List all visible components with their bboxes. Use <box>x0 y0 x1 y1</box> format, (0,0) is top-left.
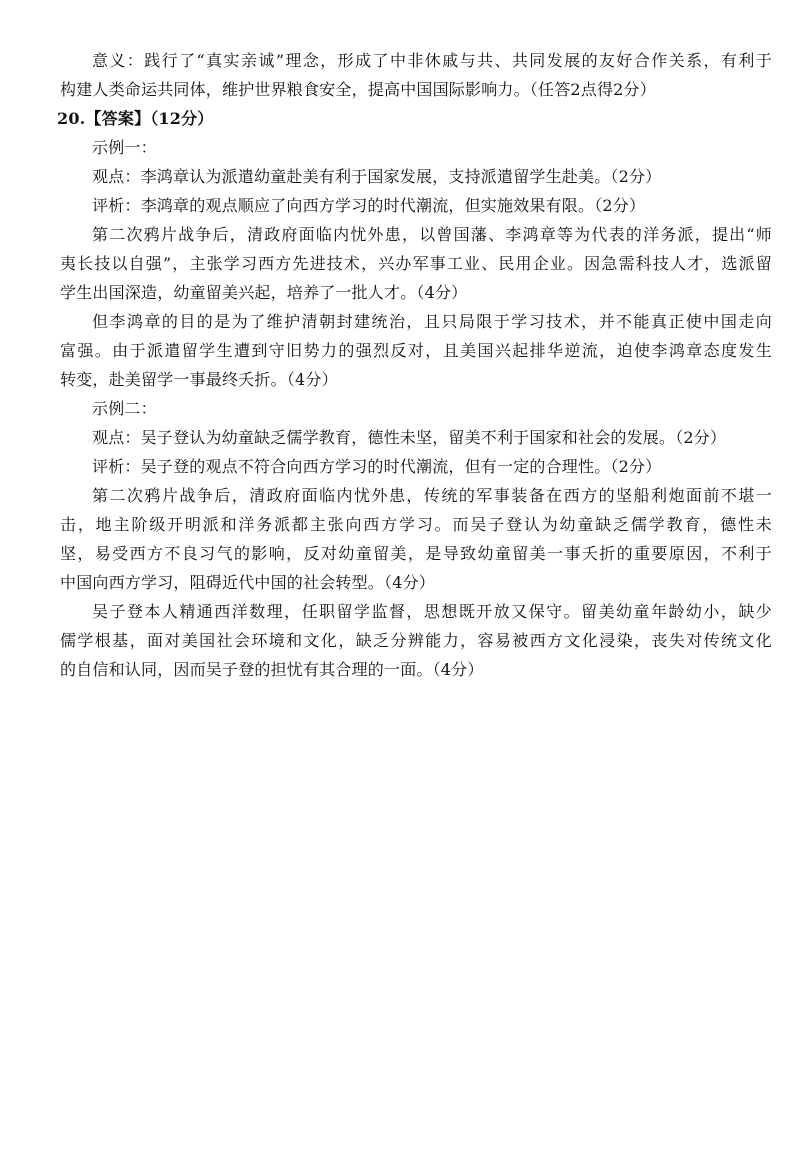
example-1-comment: 评析：李鸿章的观点顺应了向西方学习的时代潮流，但实施效果有限。（2分） <box>92 196 646 215</box>
example-2-para-1-line-1: 第二次鸦片战争后，清政府面临内忧外患，传统的军事装备在西方的坚船利炮面前不堪一 <box>92 486 772 505</box>
example-2-para-1-line-2: 击，地主阶级开明派和洋务派都主张向西方学习。而吴子登认为幼童缺乏儒学教育，德性未 <box>60 515 772 534</box>
example-1-para-1-line-1: 第二次鸦片战争后，清政府面临内忧外患，以曾国藩、李鸿章等为代表的洋务派，提出“师 <box>92 225 772 244</box>
example-1-para-1-line-2: 夷长技以自强”，主张学习西方先进技术，兴办军事工业、民用企业。因急需科技人才，选派留 <box>60 254 772 273</box>
example-1-para-1-line-3: 学生出国深造，幼童留美兴起，培养了一批人才。（4分） <box>60 283 468 302</box>
example-2-comment: 评析：吴子登的观点不符合向西方学习的时代潮流，但有一定的合理性。（2分） <box>92 457 662 476</box>
example-2-viewpoint: 观点：吴子登认为幼童缺乏儒学教育，德性未坚，留美不利于国家和社会的发展。（2分） <box>92 428 727 447</box>
meaning-line-2: 构建人类命运共同体，维护世界粮食安全，提高中国国际影响力。（任答2点得2分） <box>60 80 656 99</box>
example-1-viewpoint: 观点：李鸿章认为派遣幼童赴美有利于国家发展，支持派遣留学生赴美。（2分） <box>92 167 662 186</box>
question-20-heading: 20.【答案】（12分） <box>57 109 214 128</box>
example-2-para-2-line-3: 的自信和认同，因而吴子登的担忧有其合理的一面。（4分） <box>60 660 484 679</box>
example-1-para-2-line-1: 但李鸿章的目的是为了维护清朝封建统治，且只局限于学习技术，并不能真正使中国走向 <box>92 312 772 331</box>
answer-page <box>57 46 772 684</box>
example-1-label: 示例一： <box>92 138 157 157</box>
example-2-para-1-line-3: 坚，易受西方不良习气的影响，反对幼童留美，是导致幼童留美一事夭折的重要原因，不利于 <box>60 544 772 563</box>
meaning-line-1: 意义：践行了“真实亲诚”理念，形成了中非休戚与共、共同发展的友好合作关系，有利于 <box>92 51 772 70</box>
example-2-label: 示例二： <box>92 399 157 418</box>
example-1-para-2-line-2: 富强。由于派遣留学生遭到守旧势力的强烈反对，且美国兴起排华逆流，迫使李鸿章态度发生 <box>60 341 772 360</box>
example-2-para-1-line-4: 中国向西方学习，阻碍近代中国的社会转型。（4分） <box>60 573 435 592</box>
example-1-para-2-line-3: 转变，赴美留学一事最终夭折。（4分） <box>60 370 338 389</box>
example-2-para-2-line-1: 吴子登本人精通西洋数理，任职留学监督，思想既开放又保守。留美幼童年龄幼小，缺少 <box>92 602 772 621</box>
example-2-para-2-line-2: 儒学根基，面对美国社会环境和文化，缺乏分辨能力，容易被西方文化浸染，丧失对传统文化 <box>60 631 772 650</box>
